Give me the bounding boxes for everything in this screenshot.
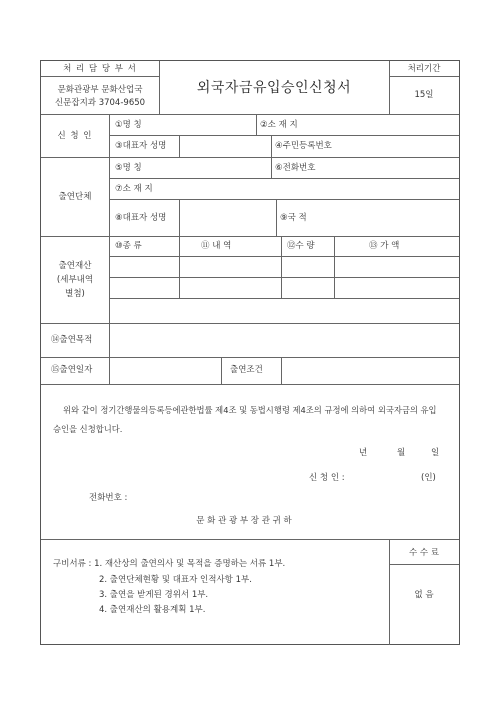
period-label-divider bbox=[389, 76, 459, 77]
row-divider-applicant bbox=[41, 157, 459, 158]
property-col-divider-3 bbox=[334, 236, 335, 298]
property-col-divider-1 bbox=[179, 236, 180, 298]
fee-value: 없 음 bbox=[414, 590, 434, 600]
dept-line-1: 문화관광부 문화산업국 bbox=[57, 85, 143, 95]
condition-label: 출연조건 bbox=[230, 365, 263, 375]
page-title: 외국자금유입승인신청서 bbox=[196, 80, 352, 96]
property-divider-1 bbox=[109, 256, 459, 257]
label-col-divider bbox=[109, 114, 110, 384]
donor-col-divider-2 bbox=[179, 199, 180, 236]
applicant-section-label: 신 청 인 bbox=[57, 131, 93, 141]
property-header-type: ⑩종 류 bbox=[115, 241, 142, 251]
dept-label: 처 리 담 당 부 서 bbox=[63, 64, 137, 74]
period-value: 15일 bbox=[414, 90, 434, 100]
row-divider-header bbox=[41, 114, 459, 115]
row-divider-donor bbox=[41, 236, 459, 237]
property-col-divider-2 bbox=[281, 236, 282, 298]
purpose-label: ⑭출연목적 bbox=[51, 335, 93, 345]
applicant-inner-divider bbox=[109, 135, 459, 136]
addressee: 문 화 관 광 부 장 관 귀 하 bbox=[196, 516, 292, 526]
donor-rep-label: ⑧대표자 성명 bbox=[115, 213, 167, 223]
header-col-divider-2 bbox=[389, 61, 390, 114]
application-form bbox=[40, 60, 460, 645]
row-divider-purpose bbox=[41, 357, 459, 358]
dept-line-2: 신문잡지과 3704-9650 bbox=[54, 98, 146, 108]
date-day: 일 bbox=[431, 448, 440, 458]
donor-name-label: ⑤명 칭 bbox=[115, 163, 142, 173]
date-col-divider-2 bbox=[281, 357, 282, 384]
row-divider-statement bbox=[41, 539, 459, 540]
applicant-name-label: ①명 칭 bbox=[115, 120, 142, 130]
fee-label-divider bbox=[389, 564, 459, 565]
property-divider-2 bbox=[109, 277, 459, 278]
fee-col-divider bbox=[389, 539, 390, 645]
donor-col-divider-3 bbox=[276, 199, 277, 236]
fee-label: 수 수 료 bbox=[408, 548, 440, 558]
property-divider-3 bbox=[109, 298, 459, 299]
donor-col-divider-1 bbox=[271, 157, 272, 178]
property-header-detail: ⑪ 내 역 bbox=[201, 241, 232, 251]
property-header-value: ⑬ 가 액 bbox=[369, 241, 400, 251]
donor-address-label: ⑦소 재 지 bbox=[115, 184, 153, 194]
donor-divider-1 bbox=[109, 178, 459, 179]
required-docs-label: 구비서류 : 1. 재산상의 출연의사 및 목적을 증명하는 서류 1부. bbox=[53, 559, 286, 569]
seal-mark: (인) bbox=[421, 473, 436, 483]
applicant-col-divider-1 bbox=[256, 114, 257, 135]
donor-section-label: 출연단체 bbox=[58, 192, 92, 202]
date-year: 년 bbox=[359, 448, 368, 458]
applicant-address-label: ②소 재 지 bbox=[260, 120, 298, 130]
required-doc-3: 3. 출연을 받게된 경위서 1부. bbox=[99, 590, 209, 600]
required-doc-2: 2. 출연단체현황 및 대표자 인적사항 1부. bbox=[99, 575, 252, 585]
property-label-3: 별첨) bbox=[65, 289, 85, 299]
donor-divider-2 bbox=[109, 199, 459, 200]
row-divider-date bbox=[41, 384, 459, 385]
phone-label: 전화번호 : bbox=[89, 493, 128, 503]
date-month: 월 bbox=[397, 448, 406, 458]
statement-text: 위와 같이 정기간행물의등록등에관한법률 제4조 및 동법시행령 제4조의 규정에 의하여 외국자금의 유입승인을 신청합니다. bbox=[53, 405, 437, 434]
required-doc-4: 4. 출연재산의 활용계획 1부. bbox=[99, 605, 206, 615]
donor-nation-label: ⑨국 적 bbox=[280, 213, 307, 223]
applicant-col-divider-3 bbox=[271, 135, 272, 157]
property-header-qty: ⑫수 량 bbox=[287, 241, 315, 251]
dept-label-divider bbox=[41, 76, 159, 77]
applicant-col-divider-2 bbox=[179, 135, 180, 157]
property-label-2: (세부내역 bbox=[56, 275, 94, 285]
row-divider-property bbox=[41, 323, 459, 324]
donor-phone-label: ⑥전화번호 bbox=[275, 163, 316, 173]
period-label: 처리기간 bbox=[407, 64, 441, 74]
date-col-divider-1 bbox=[221, 357, 222, 384]
applicant-id-label: ④주민등록번호 bbox=[275, 141, 332, 151]
applicant-signature-label: 신 청 인 : bbox=[309, 473, 345, 483]
date-label: ⑮출연일자 bbox=[51, 365, 93, 375]
property-label-1: 출연재산 bbox=[58, 261, 92, 271]
header-col-divider-1 bbox=[159, 61, 160, 114]
applicant-rep-label: ③대표자 성명 bbox=[115, 141, 167, 151]
